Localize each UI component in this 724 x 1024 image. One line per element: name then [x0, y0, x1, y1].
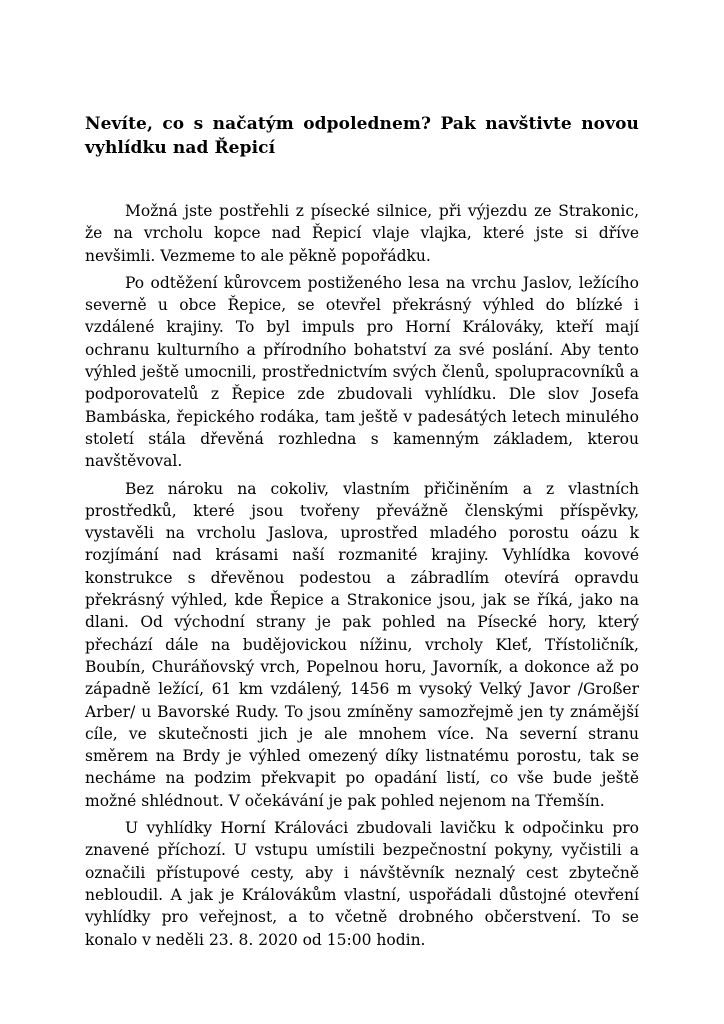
document-content	[85, 112, 639, 956]
paragraph-intro: Možná jste postřehli z písecké silnice, při výjezdu ze Strakonic, že na vrcholu kopce nad Řepicí vlaje vlajka, které jste si dříve nevšimli. Vezmeme to ale pěkně popořádku.	[85, 202, 639, 265]
paragraph-opening: U vyhlídky Horní Králováci zbudovali lavičku k odpočinku pro znavené příchozí. U vstupu umístili bezpečnostní pokyny, vyčistili a označili přístupové cesty, aby i návštěvník neznalý cest zbytečně nebloudil. A jak je Královákům vlastní, uspořádali důstojné otevření vyhlídky pro veřejnost, a to včetně drobného občerstvení. To se konalo v neděli 23. 8. 2020 od 15:00 hodin.	[85, 819, 639, 949]
document-title: Nevíte, co s načatým odpolednem? Pak navštivte novou vyhlídku nad Řepicí	[85, 114, 639, 158]
paragraph-history: Po odtěžení kůrovcem postiženého lesa na vrchu Jaslov, ležícího severně u obce Řepice, se otevřel překrásný výhled do blízké i vzdálené krajiny. To byl impuls pro Horní Králováky, kteří mají ochranu kulturního a přírodního bohatství za své poslání. Aby tento výhled ještě umocnili, prostřednictvím svých členů, spolupracovníků a podporovatelů z Řepice zde zbudovali vyhlídku. Dle slov Josefa Bambáska, řepického rodáka, tam ještě v padesátých letech minulého století stála dřevěná rozhledna s kamenným základem, kterou navštěvoval.	[85, 273, 639, 471]
paragraph-view-description: Bez nároku na cokoliv, vlastním přičiněním a z vlastních prostředků, které jsou tvořeny převážně členskými příspěvky, vystavěli na vrcholu Jaslova, uprostřed mladého porostu oázu k rozjímání nad krásami naší rozmanité krajiny. Vyhlídka kovové konstrukce s dřevěnou podestou a zábradlím otevírá opravdu překrásný výhled, kde Řepice a Strakonice jsou, jak se říká, jako na dlani. Od východní strany je pak pohled na Písecké hory, který přechází dále na budějovickou nížinu, vrcholy Kleť, Třístoličník, Boubín, Churáňovský vrch, Popelnou horu, Javorník, a dokonce až po západně ležící, 61 km vzdálený, 1456 m vysoký Velký Javor /Großer Arber/ u Bavorské Rudy. To jsou zmíněny samozřejmě jen ty známější cíle, ve skutečnosti jich je ale mnohem více. Na severní stranu směrem na Brdy je výhled omezený díky listnatému porostu, tak se necháme na podzim překvapit po opadání listí, co vše bude ještě možné shlédnout. V očekávání je pak pohled nejenom na Třemšín.	[85, 479, 639, 810]
